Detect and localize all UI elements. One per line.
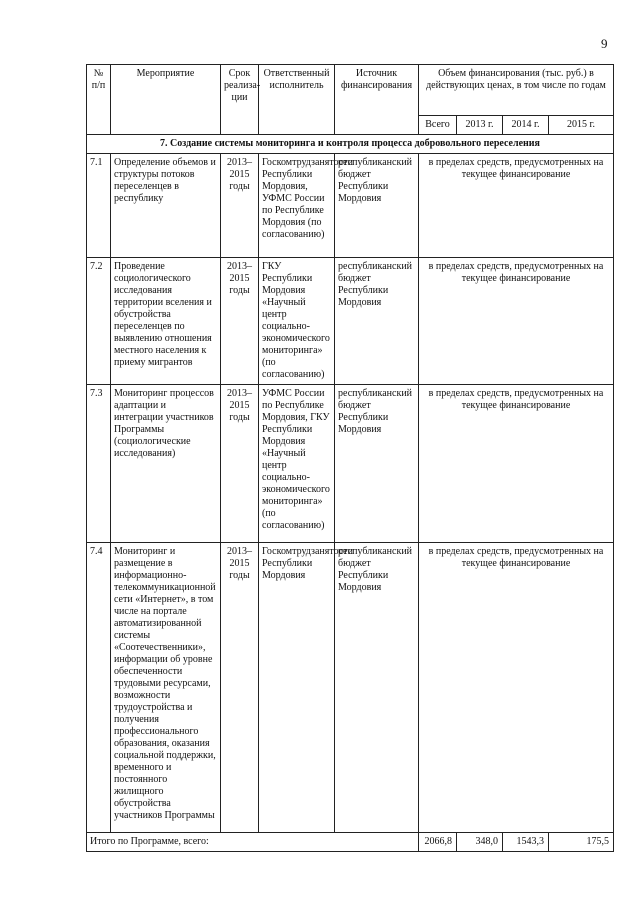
financing-table — [86, 64, 614, 852]
total-label: Итого по Программе, всего: — [87, 833, 419, 852]
table-row — [87, 543, 614, 833]
row-measure: Проведение социологического исследования территории вселения и обустройства переселенцев по выявлению отношения местного населения к приему мигрантов — [111, 258, 221, 385]
row-num: 7.1 — [87, 154, 111, 258]
row-responsible: УФМС России по Республике Мордовия, ГКУ Республики Мордовия «Научный центр социально-экономического мониторинга» (по согласованию) — [259, 385, 335, 543]
row-measure: Мониторинг и размещение в информационно-телекоммуникационной сети «Интернет», в том числе на портале автоматизированной системы «Соотечественники», информации об уровне обеспеченности трудовыми ресурсами, возможности трудоустройства и получения профессионального образования, оказания социальной поддержки, временного и постоянного жилищного обустройства участников Программы — [111, 543, 221, 833]
row-num: 7.3 — [87, 385, 111, 543]
row-measure: Мониторинг процессов адаптации и интеграции участников Программы (социологические исследования) — [111, 385, 221, 543]
row-finance: в пределах средств, предусмотренных на текущее финансирование — [419, 543, 614, 833]
section-row — [87, 135, 614, 154]
row-responsible: ГКУ Республики Мордовия «Научный центр социально-экономического мониторинга» (по согласованию) — [259, 258, 335, 385]
header-measure: Мероприятие — [111, 65, 221, 135]
header-2013: 2013 г. — [457, 116, 503, 135]
header-2014: 2014 г. — [503, 116, 549, 135]
total-row — [87, 833, 614, 852]
row-source: республиканский бюджет Республики Мордовия — [335, 258, 419, 385]
table-row — [87, 258, 614, 385]
total-2013: 348,0 — [457, 833, 503, 852]
row-responsible: Госкомтрудзанятости Республики Мордовия — [259, 543, 335, 833]
table-row — [87, 385, 614, 543]
total-2015: 175,5 — [549, 833, 614, 852]
header-total: Всего — [419, 116, 457, 135]
header-volume: Объем финансирования (тыс. руб.) в действующих ценах, в том числе по годам — [419, 65, 614, 116]
row-finance: в пределах средств, предусмотренных на текущее финансирование — [419, 385, 614, 543]
row-measure: Определение объемов и структуры потоков переселенцев в республику — [111, 154, 221, 258]
row-term: 2013–2015 годы — [221, 543, 259, 833]
row-term: 2013–2015 годы — [221, 258, 259, 385]
header-responsible: Ответственный исполнитель — [259, 65, 335, 135]
header-num: № п/п — [87, 65, 111, 135]
header-2015: 2015 г. — [549, 116, 614, 135]
row-responsible: Госкомтрудзанятости Республики Мордовия, УФМС России по Республике Мордовия (по согласованию) — [259, 154, 335, 258]
row-source: республиканский бюджет Республики Мордовия — [335, 154, 419, 258]
header-term: Срок реализа-ции — [221, 65, 259, 135]
row-num: 7.4 — [87, 543, 111, 833]
row-num: 7.2 — [87, 258, 111, 385]
row-finance: в пределах средств, предусмотренных на текущее финансирование — [419, 258, 614, 385]
table-row — [87, 154, 614, 258]
row-source: республиканский бюджет Республики Мордовия — [335, 385, 419, 543]
header-row — [87, 65, 614, 116]
row-term: 2013–2015 годы — [221, 385, 259, 543]
page-number: 9 — [601, 36, 608, 51]
row-term: 2013–2015 годы — [221, 154, 259, 258]
row-source: республиканский бюджет Республики Мордовия — [335, 543, 419, 833]
header-source: Источник финансирования — [335, 65, 419, 135]
row-finance: в пределах средств, предусмотренных на текущее финансирование — [419, 154, 614, 258]
total-all: 2066,8 — [419, 833, 457, 852]
total-2014: 1543,3 — [503, 833, 549, 852]
section-title: 7. Создание системы мониторинга и контроля процесса добровольного переселения — [87, 135, 614, 154]
